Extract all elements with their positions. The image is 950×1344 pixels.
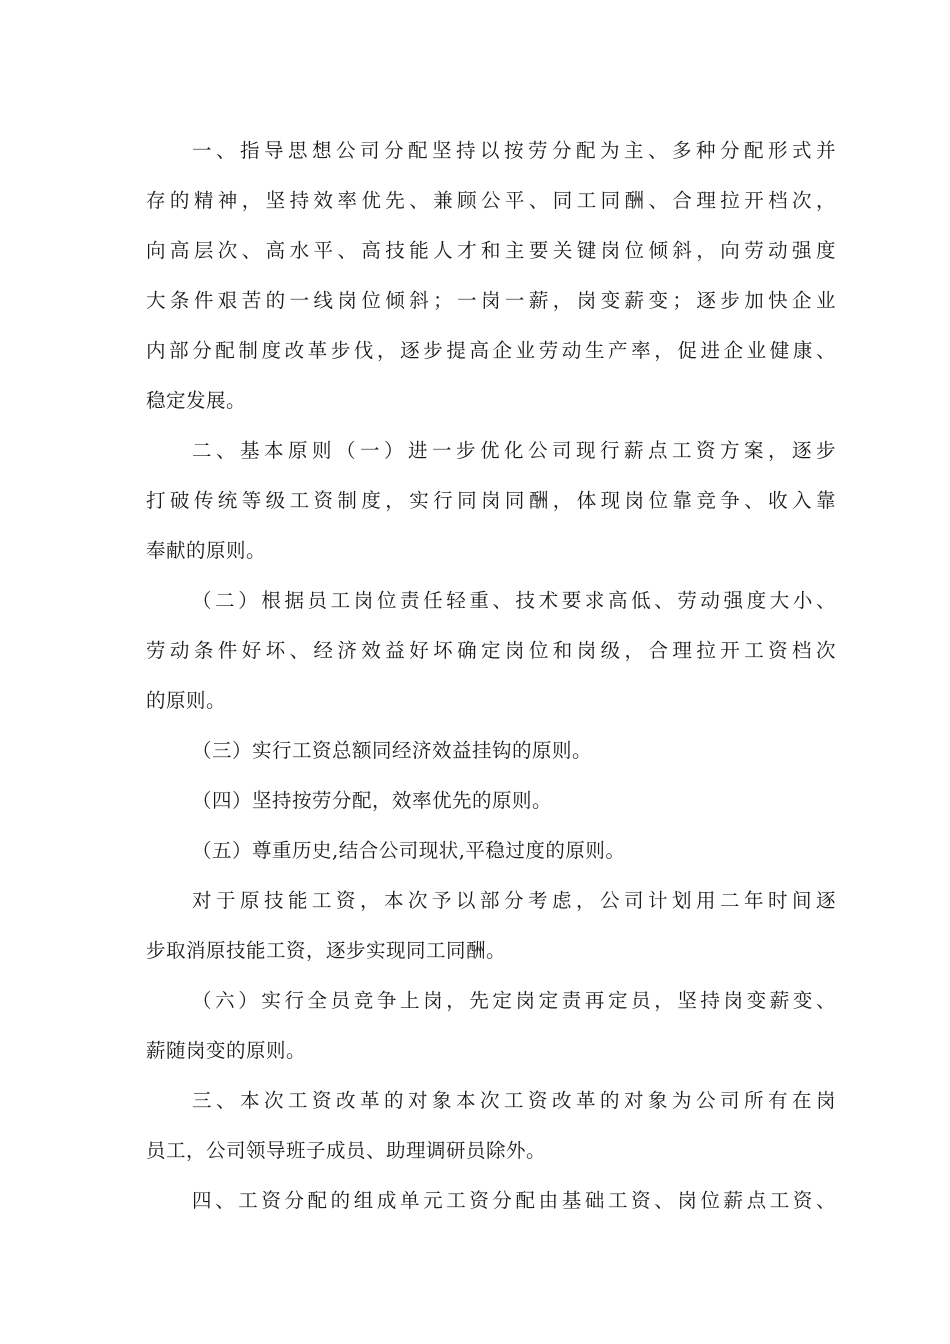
para1-line5: 内部分配制度改革步伐，逐步提高企业劳动生产率，促进企业健康、 xyxy=(146,339,836,362)
para5-line1: （四）坚持按劳分配，效率优先的原则。 xyxy=(192,789,553,812)
para3-line3: 的原则。 xyxy=(146,689,227,712)
para1-line6: 稳定发展。 xyxy=(146,389,247,412)
para3-line2: 劳动条件好坏、经济效益好坏确定岗位和岗级，合理拉开工资档次 xyxy=(146,639,836,662)
para1-line1: 一、指导思想公司分配坚持以按劳分配为主、多种分配形式并 xyxy=(192,139,836,162)
para9-line1: 三、本次工资改革的对象本次工资改革的对象为公司所有在岗 xyxy=(192,1089,836,1112)
para8-line1: （六）实行全员竞争上岗，先定岗定责再定员，坚持岗变薪变、 xyxy=(192,989,836,1012)
para4-line1: （三）实行工资总额同经济效益挂钩的原则。 xyxy=(192,739,593,762)
para7-line2: 步取消原技能工资，逐步实现同工同酬。 xyxy=(146,939,507,962)
para10-line1: 四、工资分配的组成单元工资分配由基础工资、岗位薪点工资、 xyxy=(192,1189,836,1212)
para3-line1: （二）根据员工岗位责任轻重、技术要求高低、劳动强度大小、 xyxy=(192,589,836,612)
para2-line3: 奉献的原则。 xyxy=(146,539,267,562)
para1-line4: 大条件艰苦的一线岗位倾斜；一岗一薪，岗变薪变；逐步加快企业 xyxy=(146,289,836,312)
para1-line2: 存的精神，坚持效率优先、兼顾公平、同工同酬、合理拉开档次， xyxy=(146,189,836,212)
para6-line1: （五）尊重历史,结合公司现状,平稳过度的原则。 xyxy=(192,839,626,862)
para7-line1: 对于原技能工资，本次予以部分考虑，公司计划用二年时间逐 xyxy=(192,889,836,912)
para8-line2: 薪随岗变的原则。 xyxy=(146,1039,307,1062)
para1-line3: 向高层次、高水平、高技能人才和主要关键岗位倾斜，向劳动强度 xyxy=(146,239,836,262)
para2-line1: 二、基本原则（一）进一步优化公司现行薪点工资方案，逐步 xyxy=(192,439,836,462)
para2-line2: 打破传统等级工资制度，实行同岗同酬，体现岗位靠竞争、收入靠 xyxy=(146,489,836,512)
para9-line2: 员工，公司领导班子成员、助理调研员除外。 xyxy=(146,1139,547,1162)
